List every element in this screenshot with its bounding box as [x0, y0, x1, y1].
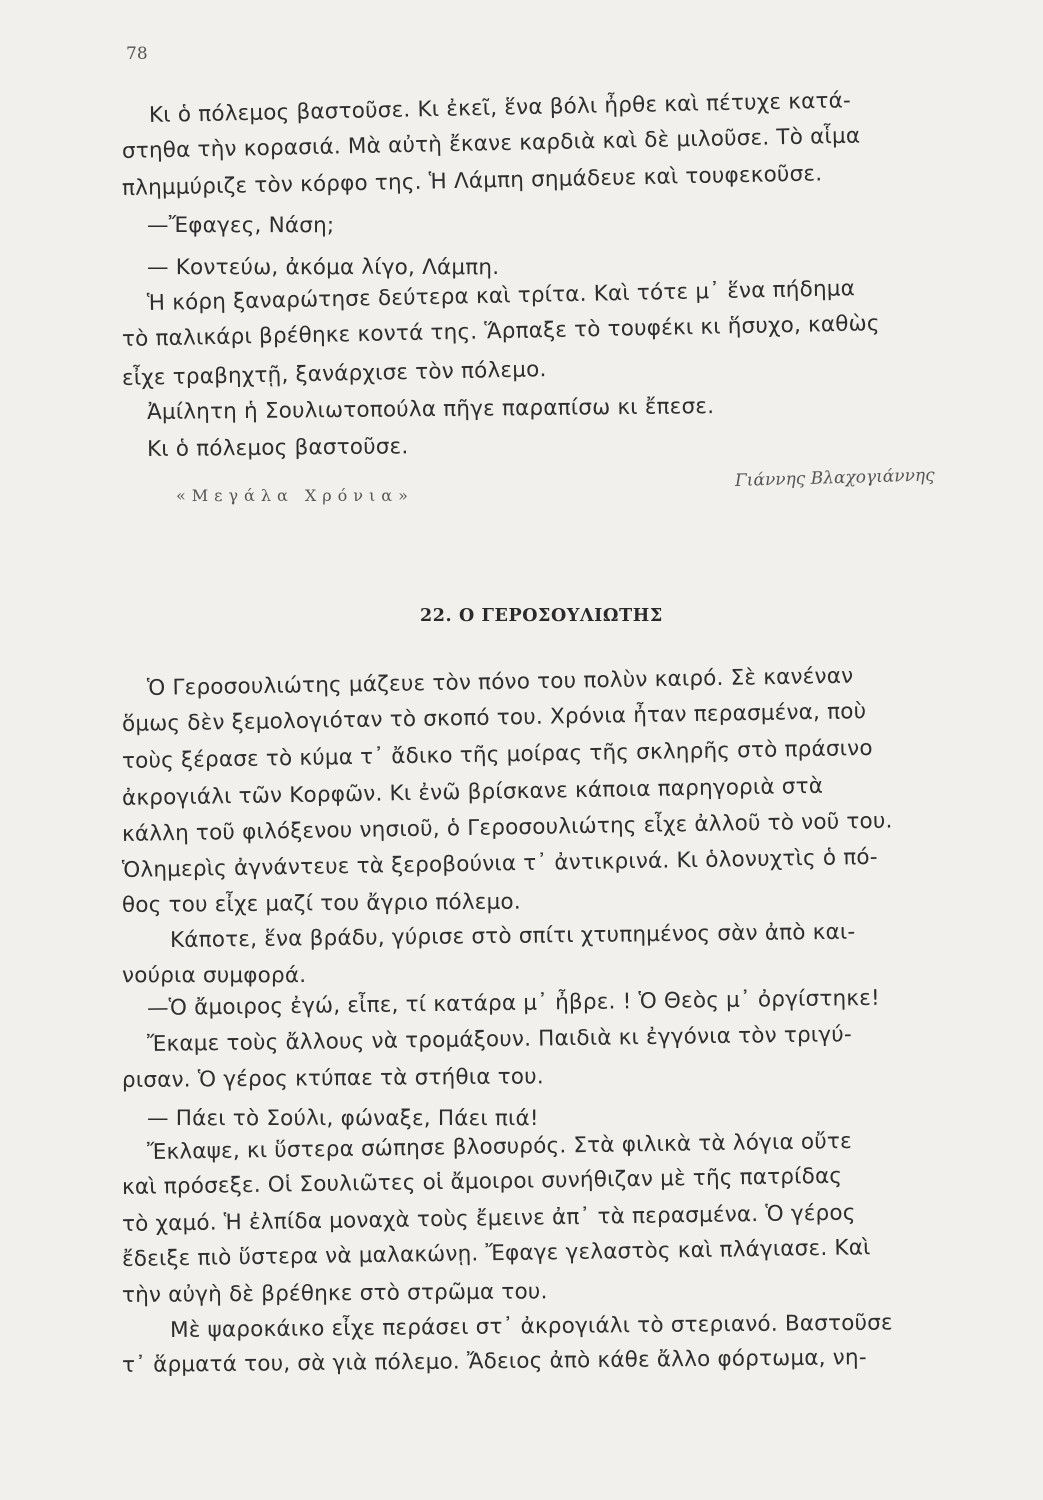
chapter-line: —Ὁ ἄμοιρος ἐγώ, εἶπε, τί κατάρα μ᾿ ἦβρε. ! Ὁ Θεὸς μ᾿ ὀργίστηκε! [146, 985, 881, 1021]
chapter-line: ρισαν. Ὁ γέρος κτύπαε τὰ στήθια του. [121, 1064, 544, 1093]
source-citation: «Μεγάλα Χρόνια» [176, 486, 414, 505]
chapter-line: νούρια συμφορά. [122, 963, 307, 988]
chapter-line: Κάποτε, ἕνα βράδυ, γύρισε στὸ σπίτι χτυπημένος σὰν ἀπὸ και- [169, 919, 856, 953]
top-line: στηθα τὴν κορασιά. Μὰ αὐτὴ ἔκανε καρδιὰ καὶ δὲ μιλοῦσε. Τὸ αἷμα [121, 123, 861, 164]
author-name: Γιάννης Βλαχογιάννης [734, 465, 935, 491]
top-line: —Ἔφαγες, Νάση; [147, 213, 335, 238]
chapter-line: Μὲ ψαροκάικο εἶχε περάσει στ᾿ ἀκρογιάλι τὸ στεριανό. Βαστοῦσε [169, 1310, 893, 1343]
top-line: πλημμύριζε τὸν κόρφο της. Ἡ Λάμπη σημάδευε καὶ τουφεκοῦσε. [121, 161, 823, 201]
chapter-line: τοὺς ξέρασε τὸ κύμα τ᾿ ἄδικο τῆς μοίρας τῆς σκληρῆς στὸ πράσινο [121, 735, 873, 774]
chapter-line: Ὁ Γεροσουλιώτης μάζευε τὸν πόνο του πολὺν καιρό. Σὲ κανέναν [146, 663, 854, 701]
top-line: Κι ὁ πόλεμος βαστοῦσε. [146, 434, 409, 462]
top-line: τὸ παλικάρι βρέθηκε κοντά της. Ἅρπαξε τὸ τουφέκι κι ἥσυχο, καθὼς [121, 311, 880, 352]
top-line: Κι ὁ πόλεμος βαστοῦσε. Κι ἐκεῖ, ἕνα βόλι ἦρθε καὶ πέτυχε κατά- [148, 88, 852, 128]
chapter-line: Ἔκλαψε, κι ὕστερα σώπησε βλοσυρός. Στὰ φιλικὰ τὰ λόγια οὔτε [146, 1128, 853, 1165]
top-line: Ἀμίλητη ἡ Σουλιωτοπούλα πῆγε παραπίσω κι ἔπεσε. [146, 394, 715, 425]
chapter-line: τὴν αὐγὴ δὲ βρέθηκε στὸ στρῶμα του. [121, 1279, 548, 1308]
chapter-line: τ᾿ ἅρματά του, σὰ γιὰ πόλεμο. Ἄδειος ἀπὸ κάθε ἄλλο φόρτωμα, νη- [121, 1345, 867, 1378]
chapter-line: κάλλη τοῦ φιλόξενου νησιοῦ, ὁ Γεροσουλιώτης εἶχε ἀλλοῦ τὸ νοῦ του. [121, 808, 893, 847]
chapter-line: καὶ πρόσεξε. Οἱ Σουλιῶτες οἱ ἄμοιροι συνήθιζαν μὲ τῆς πατρίδας [121, 1163, 843, 1200]
chapter-line: τὸ χαμό. Ἡ ἐλπίδα μοναχὰ τοὺς ἔμεινε ἀπ᾿ τὰ περασμένα. Ὁ γέρος [121, 1200, 856, 1237]
top-line: εἶχε τραβηχτῇ, ξανάρχισε τὸν πόλεμο. [121, 357, 547, 391]
top-line: Ἡ κόρη ξαναρώτησε δεύτερα καὶ τρίτα. Καὶ τότε μ᾿ ἕνα πήδημα [146, 276, 856, 316]
page-number: 78 [126, 44, 148, 64]
chapter-line: — Πάει τὸ Σούλι, φώναξε, Πάει πιά! [147, 1106, 539, 1131]
chapter-title: 22. Ο ΓΕΡΟΣΟΥΛΙΩΤΗΣ [420, 606, 663, 626]
chapter-line: Ὁλημερὶς ἀγνάντευε τὰ ξεροβούνια τ᾿ ἀντικρινά. Κι ὁλονυχτὶς ὁ πό- [121, 844, 878, 883]
chapter-line: ὅμως δὲν ξεμολογιόταν τὸ σκοπό του. Χρόνια ἦταν περασμένα, ποὺ [121, 699, 867, 737]
chapter-line: Ἔκαμε τοὺς ἄλλους νὰ τρομάξουν. Παιδιὰ κι ἐγγόνια τὸν τριγύ- [146, 1022, 853, 1057]
chapter-line: ἀκρογιάλι τῶν Κορφῶν. Κι ἐνῶ βρίσκανε κάποια παρηγοριὰ στὰ [121, 773, 824, 811]
chapter-line: ἔδειξε πιὸ ὕστερα νὰ μαλακώνῃ. Ἔφαγε γελαστὸς καὶ πλάγιασε. Καὶ [121, 1235, 871, 1272]
top-line: — Κοντεύω, ἀκόμα λίγο, Λάμπη. [147, 255, 500, 280]
chapter-line: θος του εἶχε μαζί του ἄγριο πόλεμο. [121, 889, 521, 918]
